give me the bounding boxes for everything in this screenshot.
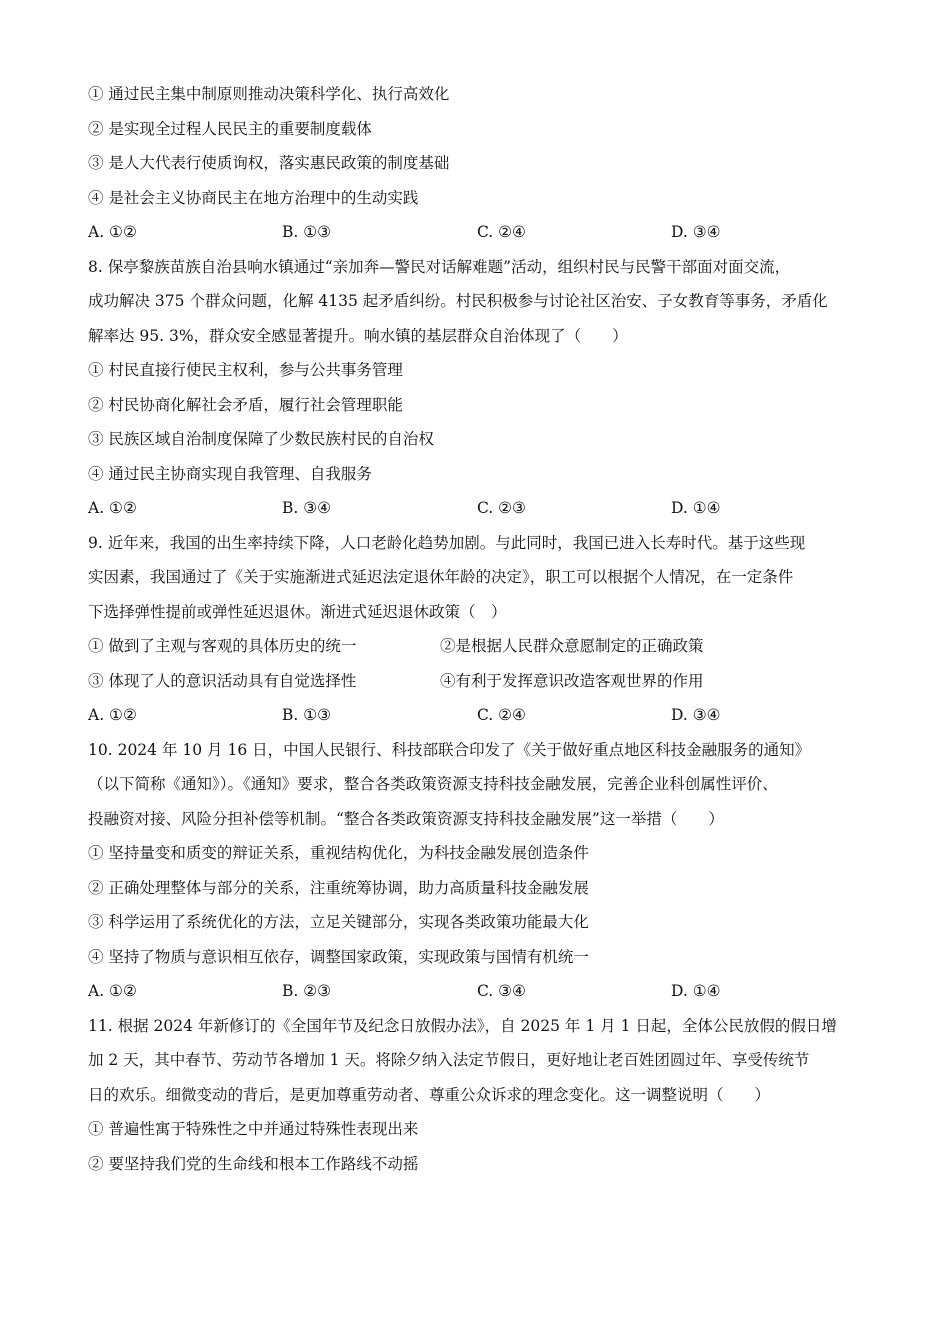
statement: ④ 是社会主义协商民主在地方治理中的生动实践 <box>88 188 419 207</box>
statement: ① 村民直接行使民主权利，参与公共事务管理 <box>88 361 403 379</box>
question-stem: 日的欢乐。细微变动的背后，是更加尊重劳动者、尊重公众诉求的理念变化。这一调整说明（ ） <box>88 1085 771 1104</box>
question-stem: 解率达 95. 3%，群众安全感显著提升。响水镇的基层群众自治体现了（ ） <box>88 326 628 345</box>
question-stem: 10. 2024 年 10 月 16 日，中国人民银行、科技部联合印发了《关于做好重点地区科技金融服务的通知》 <box>88 740 811 759</box>
option-b: B. ①③ <box>282 223 332 241</box>
question-stem: 投融资对接、风险分担补偿等机制。“整合各类政策资源支持科技金融发展”这一举措（ ） <box>88 809 724 828</box>
option-d: D. ①④ <box>671 982 721 1000</box>
answer-options <box>88 974 868 1009</box>
statement: ① 通过民主集中制原则推动决策科学化、执行高效化 <box>88 85 450 103</box>
question-stem: 成功解决 375 个群众问题，化解 4135 起矛盾纠纷。村民积极参与讨论社区治安、子女教育等事务，矛盾化 <box>88 292 828 310</box>
statement: ③ 是人大代表行使质询权，落实惠民政策的制度基础 <box>88 154 450 172</box>
option-c: C. ②③ <box>477 499 526 517</box>
option-d: D. ③④ <box>671 706 721 724</box>
statement: ②是根据人民群众意愿制定的正确政策 <box>440 637 704 655</box>
statement: ④有利于发挥意识改造客观世界的作用 <box>440 671 704 690</box>
statement: ③ 民族区域自治制度保障了少数民族村民的自治权 <box>88 430 434 448</box>
question-11 <box>88 1009 868 1182</box>
option-b: B. ③④ <box>282 499 332 517</box>
exam-page <box>88 77 868 1181</box>
question-stem: （以下简称《通知》）。《通知》要求，整合各类政策资源支持科技金融发展，完善企业科创属性评价、 <box>88 775 778 793</box>
statement-pair <box>88 664 868 699</box>
statement: ④ 坚持了物质与意识相互依存，调整国家政策，实现政策与国情有机统一 <box>88 947 589 966</box>
question-stem: 实因素，我国通过了《关于实施渐进式延迟法定退休年龄的决定》，职工可以根据个人情况，在一定条件 <box>88 568 794 586</box>
option-c: C. ②④ <box>477 223 526 241</box>
question-stem: 9. 近年来，我国的出生率持续下降，人口老龄化趋势加剧。与此同时，我国已进入长寿时代。基于这些现 <box>88 533 806 552</box>
question-8 <box>88 250 868 526</box>
statement: ③ 科学运用了系统优化的方法，立足关键部分，实现各类政策功能最大化 <box>88 913 589 931</box>
statement: ④ 通过民主协商实现自我管理、自我服务 <box>88 464 372 483</box>
statement: ① 做到了主观与客观的具体历史的统一 <box>88 637 357 655</box>
statement: ② 是实现全过程人民民主的重要制度载体 <box>88 119 372 138</box>
statement-pair <box>88 629 868 664</box>
question-stem: 加 2 天，其中春节、劳动节各增加 1 天。将除夕纳入法定节假日，更好地让老百姓团圆过年、享受传统节 <box>88 1051 810 1069</box>
option-b: B. ②③ <box>282 982 332 1000</box>
answer-options <box>88 491 868 526</box>
option-c: C. ③④ <box>477 982 526 1000</box>
statement: ③ 体现了人的意识活动具有自觉选择性 <box>88 671 357 690</box>
option-d: D. ③④ <box>671 223 721 241</box>
answer-options <box>88 215 868 250</box>
question-10 <box>88 733 868 1009</box>
option-d: D. ①④ <box>671 499 721 517</box>
option-a: A. ①② <box>88 499 137 517</box>
option-a: A. ①② <box>88 706 137 724</box>
question-stem: 下选择弹性提前或弹性延迟退休。渐进式延迟退休政策（ ） <box>88 602 507 621</box>
option-a: A. ①② <box>88 982 137 1000</box>
option-c: C. ②④ <box>477 706 526 724</box>
question-stem: 11. 根据 2024 年新修订的《全国年节及纪念日放假办法》，自 2025 年 1 月 1 日起，全体公民放假的假日增 <box>88 1016 837 1035</box>
statement: ① 普遍性寓于特殊性之中并通过特殊性表现出来 <box>88 1120 419 1138</box>
question-stem: 8. 保亭黎族苗族自治县响水镇通过“亲加奔—警民对话解难题”活动，组织村民与民警干部面对面交流， <box>88 257 791 276</box>
statement: ② 正确处理整体与部分的关系，注重统筹协调，助力高质量科技金融发展 <box>88 878 589 897</box>
answer-options <box>88 698 868 733</box>
statement: ② 村民协商化解社会矛盾，履行社会管理职能 <box>88 395 403 414</box>
question-7 <box>88 77 868 250</box>
statement: ① 坚持量变和质变的辩证关系，重视结构优化，为科技金融发展创造条件 <box>88 844 589 862</box>
question-9 <box>88 526 868 733</box>
statement: ② 要坚持我们党的生命线和根本工作路线不动摇 <box>88 1154 419 1173</box>
option-b: B. ①③ <box>282 706 332 724</box>
option-a: A. ①② <box>88 223 137 241</box>
